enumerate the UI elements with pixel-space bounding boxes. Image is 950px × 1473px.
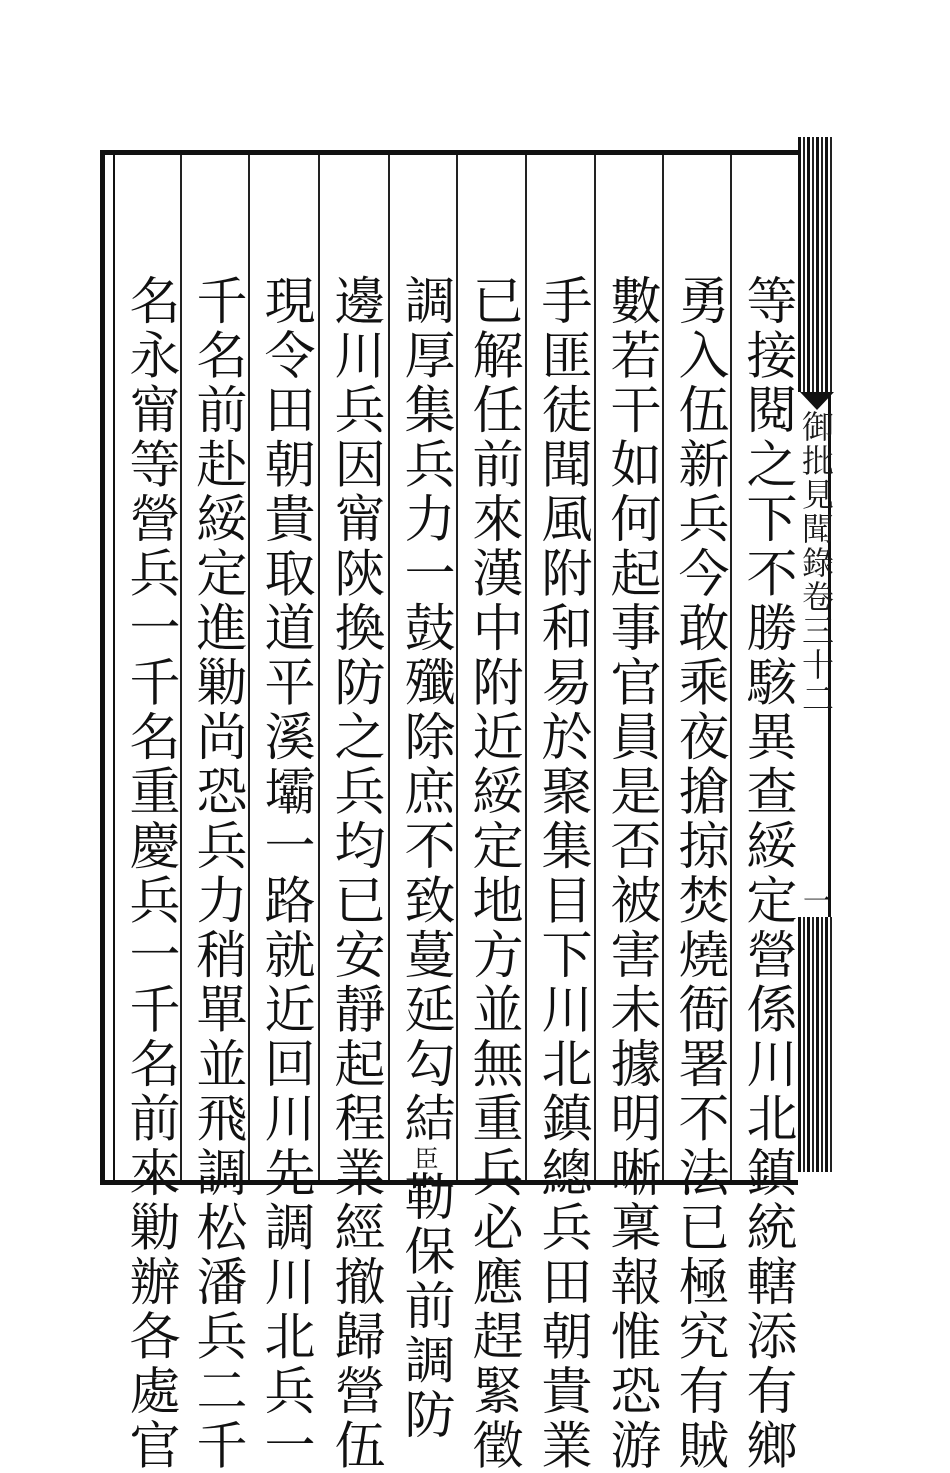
column-rule bbox=[594, 155, 596, 1180]
text-column-10: 名永甯等營兵一千名重慶兵一千名前來勦辦各處官 bbox=[120, 274, 179, 1473]
folio-number: 一 bbox=[799, 886, 832, 914]
frame-inner-line bbox=[113, 155, 115, 1180]
text-column-5: 已解任前來漢中附近綏定地方並無重兵必應趕緊徵 bbox=[463, 274, 522, 1473]
honorific-small-char: 臣 bbox=[410, 1146, 438, 1170]
text-column-1: 等接閱之下不勝駭異查綏定營係川北鎮統轄添有鄉 bbox=[737, 274, 796, 1473]
running-title: 御批見聞錄卷三十二 bbox=[797, 410, 835, 716]
strip-band-top bbox=[798, 137, 834, 392]
column-rule bbox=[525, 155, 527, 1180]
text-column-8: 現令田朝貴取道平溪壩一路就近回川先調川北兵一 bbox=[255, 274, 314, 1473]
text-column-2: 勇入伍新兵今敢乘夜搶掠焚燒衙署不法已極究有賊 bbox=[669, 274, 728, 1473]
fish-tail-mark bbox=[800, 392, 834, 410]
text-column-6 bbox=[391, 274, 457, 1443]
text-column-9: 千名前赴綏定進勦尚恐兵力稍單並飛調松潘兵二千 bbox=[187, 274, 246, 1473]
text-column-4: 手匪徒聞風附和易於聚集目下川北鎮總兵田朝貴業 bbox=[532, 274, 591, 1473]
column-6-text-a: 調厚集兵力一鼓殲除庶不致蔓延勾結 bbox=[395, 274, 454, 1146]
column-6-text-b: 勒保前調防 bbox=[395, 1170, 454, 1443]
text-column-7: 邊川兵因甯陝換防之兵均已安靜起程業經撤歸營伍 bbox=[325, 274, 384, 1473]
strip-band-bottom bbox=[798, 917, 834, 1172]
text-column-3: 數若干如何起事官員是否被害未據明晰稟報惟恐游 bbox=[601, 274, 660, 1473]
column-rule bbox=[318, 155, 320, 1180]
column-rule bbox=[388, 155, 390, 1180]
